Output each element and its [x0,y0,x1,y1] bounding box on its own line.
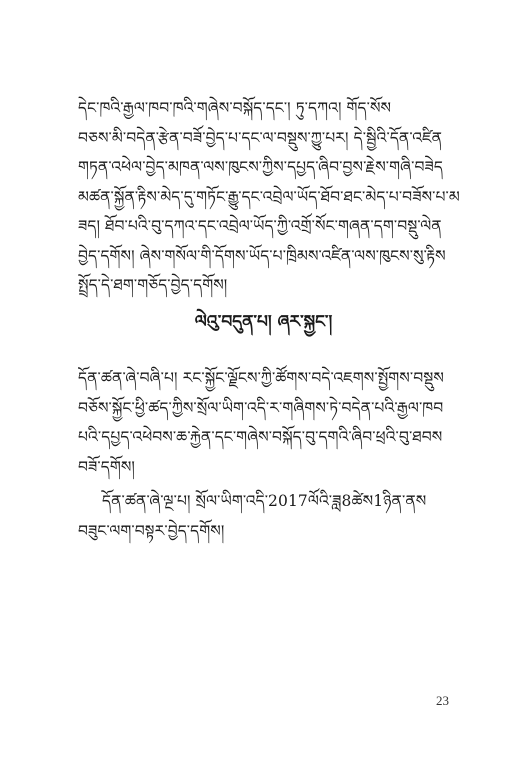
paragraph-2 [78,364,466,482]
text-line: མཚན་སྐྱོན་རྟིས་མེད་དུ་གཏོང་རྒྱུ་དང་འབྲེལ་ཡོད་ཐོབ་ཐང་མེད་པ་བཟོས་པ་མ [78,187,460,206]
chapter-heading: ལེའུ་བདུན་པ། ཞར་སྐྱང་། [194,312,333,332]
paragraph-3 [78,487,466,546]
text-line: ཟད། ཐོབ་པའི་བུ་དཀའ་དང་འབྲེལ་ཡོད་ཀྱི་འགྲོ་སོང་གཞན་དག་བསྡུ་ལེན [78,217,442,235]
text-line: སྤྲོད་དེ་ཐག་གཅོད་བྱེད་དགོས། [78,276,228,294]
text-line: པའི་དཔྱད་འཕེབས་ཆ་རྐྱེན་དང་གཞེས་བསྐོད་བུ་དགའི་ཞིབ་ཕྲའི་བུ་ཐབས [78,428,443,446]
paragraph-1 [78,94,466,301]
text-line: བཟོ་དགོས། [78,457,135,476]
text-line: དེང་ཁའི་རྒྱལ་ཁབ་ཁའི་གཞེས་བསྐོད་དང་། ཏུ་དཀའ། གོད་སོས [78,99,392,117]
page-number: 23 [436,693,449,708]
text-line: བྱེད་དགོས། ཞེས་གསོལ་གི་དོགས་ཡོད་པ་ཁྲིམས་འཛིན་ལས་ཁུངས་སུ་རྟིས [78,246,446,265]
text-line: དོན་ཚན་ཞེ་བཞི་པ། རང་སྐྱོང་ལྗོངས་ཀྱི་ཚོགས་བདེ་འཇགས་སྤྱོགས་བསྡུས [78,369,444,387]
text-line: བཟུང་ལག་བསྟར་བྱེད་དགོས། [78,521,225,540]
text-line: བཅས་མི་བདེན་རྩེན་བཟོ་བྱེད་པ་དང་ལ་བསྡུས་ཀྱུ་པར། དེ་སྦྱིའི་དོན་འཛིན [78,128,443,147]
text-line: དོན་ཚན་ཞེ་ལྔ་པ། སྲོལ་ཡིག་འདི་2017ལོའི་ཟླ8ཚེས1ཉིན་ནས [102,492,427,510]
text-line: བཅོས་སྐྱོང་ཕྱི་ཚད་ཀྱིས་སྲོལ་ཡིག་འདི་ར་གཞིགས་ཏེ་བདེན་པའི་རྒྱལ་ཁབ [78,398,444,417]
text-line: གཏན་འཕེལ་བྱེད་མཁན་ལས་ཁུངས་ཀྱིས་དཔྱད་ཞིབ་བྱས་རྗེས་གཞི་བཟེད [78,158,443,176]
